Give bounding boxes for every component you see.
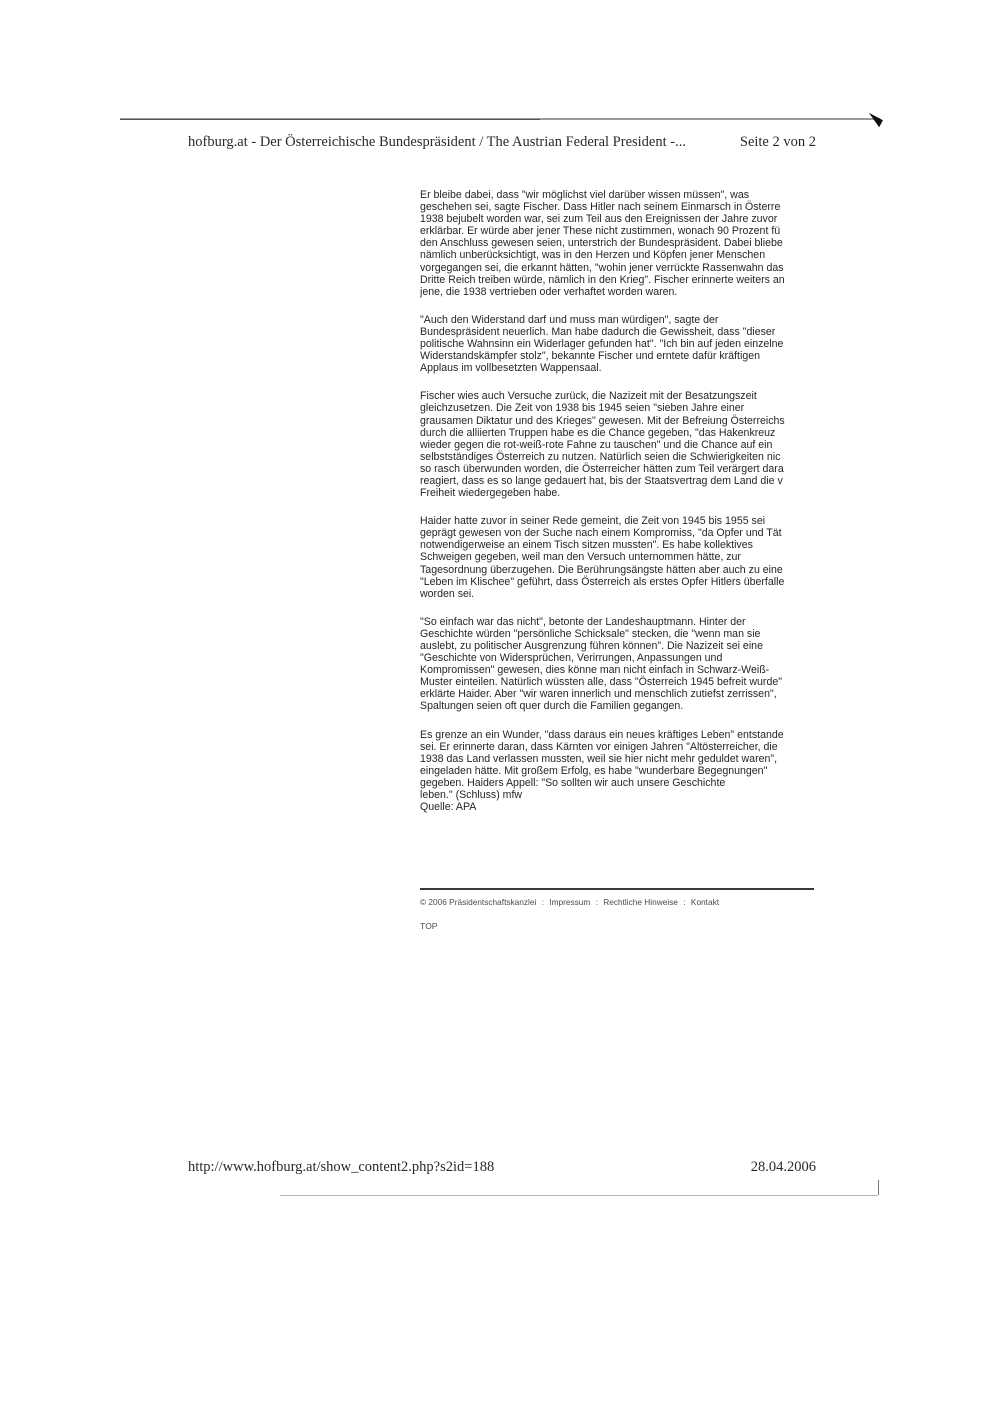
article-line: grausamen Diktatur und des Krieges" gewesen. Mit der Befreiung Österreichs: [420, 414, 785, 427]
article-line: gegeben. Haiders Appell: "So sollten wir auch unsere Geschichte: [420, 776, 726, 789]
print-footer-url: http://www.hofburg.at/show_content2.php?s2id=188: [188, 1159, 495, 1175]
article-paragraph: [420, 729, 814, 814]
article-line: Geschichte würden "persönliche Schicksale" stecken, die "wenn man sie: [420, 627, 761, 640]
article-line: 1938 das Land verlassen mussten, weil sie hier nicht mehr geduldet waren",: [420, 752, 778, 765]
article-line: Quelle: APA: [420, 801, 477, 814]
article-line: nämlich unberücksichtigt, was in den Herzen und Köpfen jener Menschen: [420, 249, 766, 262]
article-line: Er bleibe dabei, dass "wir möglichst viel darüber wissen müssen", was: [420, 189, 750, 201]
article-line: jene, die 1938 vertrieben oder verhaftet worden waren.: [420, 285, 678, 298]
footer-separator: :: [683, 897, 686, 907]
print-footer: [188, 1159, 816, 1181]
article-paragraph: [420, 314, 814, 374]
footer-links: [420, 897, 719, 907]
article-line: eingeladen hätte. Mit großem Erfolg, es habe "wunderbare Begegnungen": [420, 764, 768, 777]
article-line: "Auch den Widerstand darf und muss man würdigen", sagte der: [420, 313, 719, 326]
article-body: [420, 189, 814, 829]
article-line: sei. Er erinnerte daran, dass Kärnten vor einigen Jahren "Altösterreicher, die: [420, 740, 778, 753]
article-line: auslebt, zu politischer Ausgrenzung führen können". Die Nazizeit sei eine: [420, 640, 763, 652]
article-line: 1938 bejubelt worden war, sei zum Teil aus den Ereignissen der Jahre zuvor: [420, 213, 778, 226]
article-paragraph: [420, 515, 814, 600]
impressum-link[interactable]: Impressum: [549, 897, 591, 907]
article-line: Bundespräsident neuerlich. Man habe dadurch die Gewissheit, dass "dieser: [420, 325, 776, 338]
copyright-text: © 2006 Präsidentschaftskanzlei: [420, 897, 537, 907]
contact-link[interactable]: Kontakt: [690, 897, 720, 907]
article-paragraph: [420, 189, 814, 298]
article-line: notwendigerweise an einem Tisch sitzen mussten". Es habe kollektives: [420, 539, 753, 552]
article-line: gleichzusetzen. Die Zeit von 1938 bis 1945 seien "sieben Jahre einer: [420, 402, 745, 415]
article-line: worden sei.: [420, 587, 475, 600]
article-line: selbstständiges Österreich zu nutzen. Natürlich seien die Schwierigkeiten nic: [420, 450, 781, 463]
article-paragraph: [420, 390, 814, 499]
article-line: Widerstandskämpfer stolz", bekannte Fischer und erntete dafür kräftigen: [420, 350, 760, 363]
article-line: Dritte Reich treiben würde, nämlich in den Krieg". Fischer erinnerte weiters an: [420, 273, 785, 286]
article-line: wieder gegen die rot-weiß-rote Fahne zu tauschen" und die Chance auf ein: [420, 438, 773, 451]
article-line: Fischer wies auch Versuche zurück, die Nazizeit mit der Besatzungszeit: [420, 390, 757, 403]
page-edge-bottom-corner: [878, 1180, 879, 1195]
article-line: Tagesordnung überzugehen. Die Berührungsängste hätten aber auch zu eine: [420, 563, 783, 576]
article-line: politische Wahnsinn ein Widerlager gefunden hat". "Ich bin auf jeden einzelne: [420, 338, 784, 351]
article-line: so rasch überwunden worden, die Österreicher hätten zum Teil verärgert dara: [420, 462, 784, 475]
footer-separator: :: [595, 897, 598, 907]
article-line: Muster einteilen. Natürlich wüssten alle, dass "Österreich 1945 befreit wurde": [420, 676, 782, 689]
back-to-top-link[interactable]: TOP: [420, 921, 438, 931]
article-line: erklärbar. Er würde aber jener These nicht zustimmen, wonach 90 Prozent fü: [420, 225, 781, 238]
print-header-title: hofburg.at - Der Österreichische Bundespräsident / The Austrian Federal President -...: [188, 134, 686, 150]
page-edge-bottom: [280, 1195, 878, 1196]
article-line: durch die alliierten Truppen habe es die Chance gegeben, "das Hakenkreuz: [420, 426, 776, 439]
print-header-page-number: Seite 2 von 2: [734, 134, 816, 151]
article-line: geschehen sei, sagte Fischer. Dass Hitler nach seinem Einmarsch in Österre: [420, 201, 781, 214]
article-line: Es grenze an ein Wunder, "dass daraus ein neues kräftiges Leben" entstande: [420, 728, 784, 741]
article-line: leben." (Schluss) mfw: [420, 789, 523, 802]
article-line: Applaus im vollbesetzten Wappensaal.: [420, 362, 602, 375]
print-footer-date: 28.04.2006: [750, 1159, 816, 1175]
article-line: Haider hatte zuvor in seiner Rede gemeint, die Zeit von 1945 bis 1955 sei: [420, 515, 766, 528]
article-line: Freiheit wiedergegeben habe.: [420, 487, 561, 500]
article-line: erklärte Haider. Aber "wir waren innerlich und menschlich zutiefst zerrissen",: [420, 688, 777, 701]
article-line: "Leben im Klischee" geführt, dass Österreich als erstes Opfer Hitlers überfalle: [420, 575, 785, 588]
article-line: "Geschichte von Widersprüchen, Verirrungen, Anpassungen und: [420, 652, 723, 665]
article-line: Spaltungen seien oft quer durch die Familien gegangen.: [420, 700, 684, 713]
article-line: vorgegangen sei, die erkannt hätten, "wohin jener verrückte Rassenwahn das: [420, 261, 784, 274]
article-line: geprägt gewesen von der Suche nach einem Kompromiss, "da Opfer und Tät: [420, 527, 782, 540]
article-line: den Anschluss gewesen seien, unterstrich der Bundespräsident. Dabei bliebe: [420, 237, 783, 250]
page-edge-top-shadow: [120, 119, 540, 120]
article-line: "So einfach war das nicht", betonte der Landeshauptmann. Hinter der: [420, 615, 746, 628]
print-header: [188, 134, 816, 156]
footer-divider: [420, 888, 814, 890]
corner-mark: [865, 113, 883, 128]
footer-separator: :: [541, 897, 544, 907]
article-line: Schweigen gegeben, weil man den Versuch unternommen hätte, zur: [420, 551, 741, 564]
article-paragraph: [420, 616, 814, 713]
article-line: reagiert, dass es so lange gedauert hat, bis der Staatsvertrag dem Land die v: [420, 474, 783, 487]
legal-notice-link[interactable]: Rechtliche Hinweise: [603, 897, 678, 907]
article-line: Kompromissen" gewesen, dies könne man nicht einfach in Schwarz-Weiß-: [420, 664, 770, 677]
